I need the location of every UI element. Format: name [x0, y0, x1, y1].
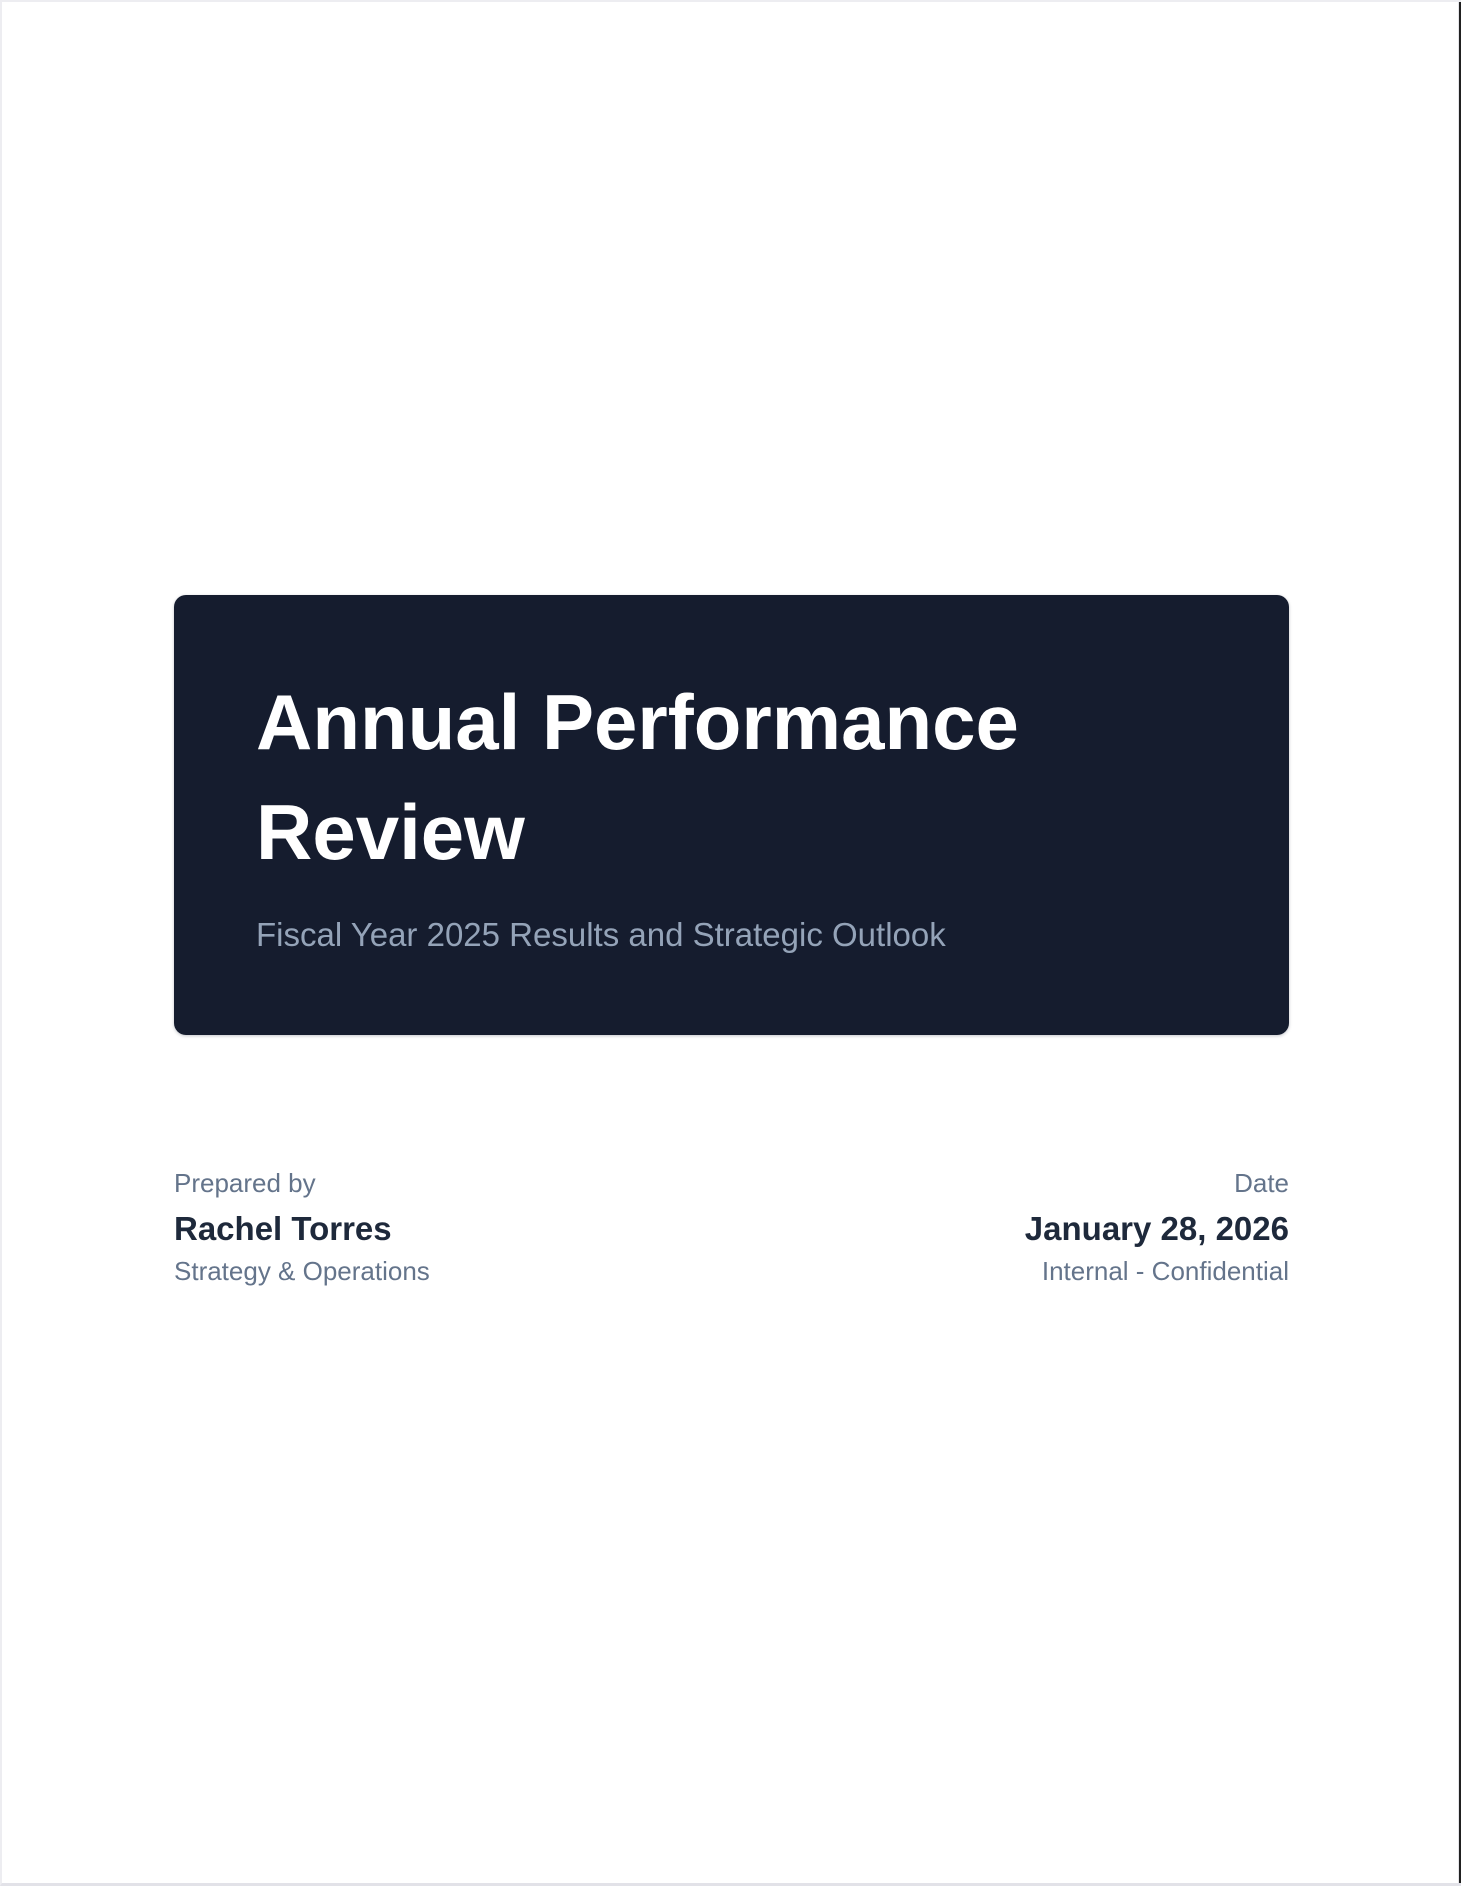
- date-label: Date: [1234, 1168, 1289, 1198]
- prepared-by-name: Rachel Torres: [174, 1210, 392, 1247]
- prepared-by-department: Strategy & Operations: [174, 1256, 430, 1286]
- prepared-by-block: [174, 1167, 430, 1287]
- date-value: January 28, 2026: [1024, 1210, 1289, 1247]
- document-subtitle: Fiscal Year 2025 Results and Strategic Outlook: [256, 916, 946, 953]
- document-title: Annual Performance Review: [256, 678, 1019, 876]
- prepared-by-label: Prepared by: [174, 1168, 316, 1198]
- meta-section: [174, 1167, 1289, 1287]
- classification-label: Internal - Confidential: [1041, 1256, 1289, 1286]
- title-card: [174, 595, 1289, 1035]
- date-block: [1025, 1167, 1289, 1287]
